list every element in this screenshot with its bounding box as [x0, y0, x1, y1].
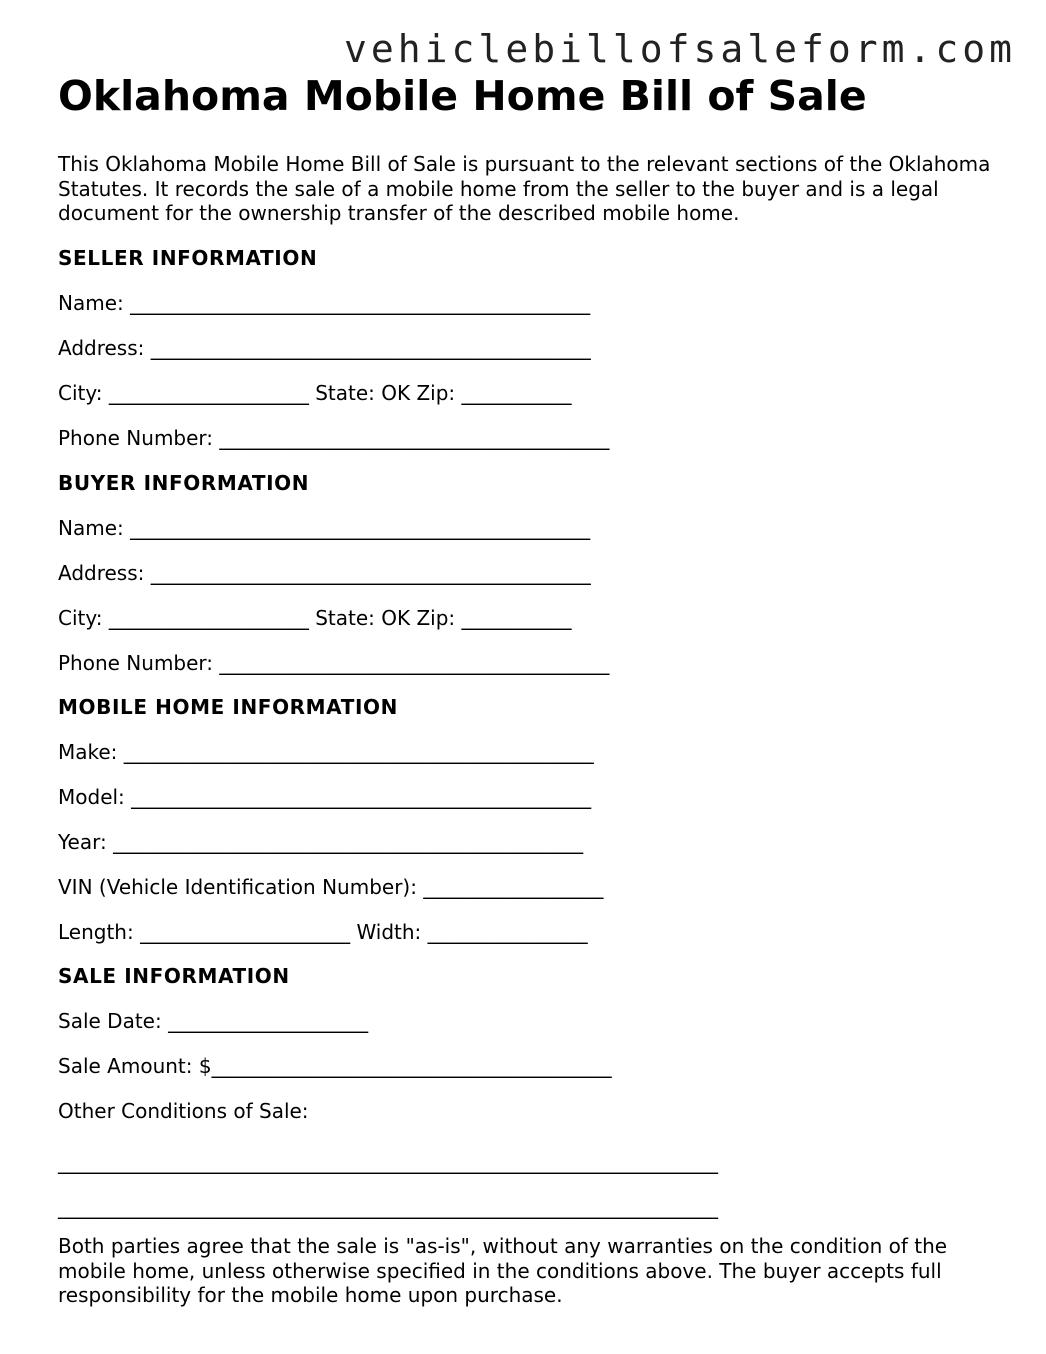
as-is-disclaimer: Both parties agree that the sale is "as-is", without any warranties on the condition of the mobile home, unless otherwise specified in the conditions above. The buyer accepts full responsibility for the mobile home upon purchase. [58, 1234, 948, 1307]
intro-paragraph: This Oklahoma Mobile Home Bill of Sale is pursuant to the relevant sections of the Oklahoma Statutes. It records the sale of a mobile home from the seller to the buyer and is a legal document for the ownership transfer of the described mobile home. [58, 152, 991, 225]
seller-city-state-zip-field[interactable]: City: ____________________ State: OK Zip: ___________ [58, 381, 572, 405]
make-field[interactable]: Make: _______________________________________________ [58, 740, 594, 764]
sale-section-heading: SALE INFORMATION [58, 964, 290, 988]
sale-date-field[interactable]: Sale Date: ____________________ [58, 1009, 369, 1033]
model-field[interactable]: Model: ______________________________________________ [58, 785, 592, 809]
buyer-section-heading: BUYER INFORMATION [58, 471, 310, 495]
conditions-line-1[interactable]: __________________________________________________________________ [58, 1150, 718, 1174]
sale-amount-field[interactable]: Sale Amount: $________________________________________ [58, 1054, 612, 1078]
page-title: Oklahoma Mobile Home Bill of Sale [58, 72, 867, 120]
year-field[interactable]: Year: _______________________________________________ [58, 830, 584, 854]
buyer-name-field[interactable]: Name: ______________________________________________ [58, 516, 591, 540]
vin-field[interactable]: VIN (Vehicle Identification Number): __________________ [58, 875, 604, 899]
seller-section-heading: SELLER INFORMATION [58, 246, 318, 270]
site-watermark: vehiclebillofsaleform.com [344, 27, 1016, 71]
buyer-address-field[interactable]: Address: ____________________________________________ [58, 561, 591, 585]
buyer-phone-field[interactable]: Phone Number: _______________________________________ [58, 651, 610, 675]
seller-phone-field[interactable]: Phone Number: _______________________________________ [58, 426, 610, 450]
mobile-home-section-heading: MOBILE HOME INFORMATION [58, 695, 398, 719]
other-conditions-label: Other Conditions of Sale: [58, 1099, 309, 1123]
seller-address-field[interactable]: Address: ____________________________________________ [58, 336, 591, 360]
length-width-field[interactable]: Length: _____________________ Width: ________________ [58, 920, 588, 944]
seller-name-field[interactable]: Name: ______________________________________________ [58, 291, 591, 315]
conditions-line-2[interactable]: __________________________________________________________________ [58, 1195, 718, 1219]
buyer-city-state-zip-field[interactable]: City: ____________________ State: OK Zip: ___________ [58, 606, 572, 630]
